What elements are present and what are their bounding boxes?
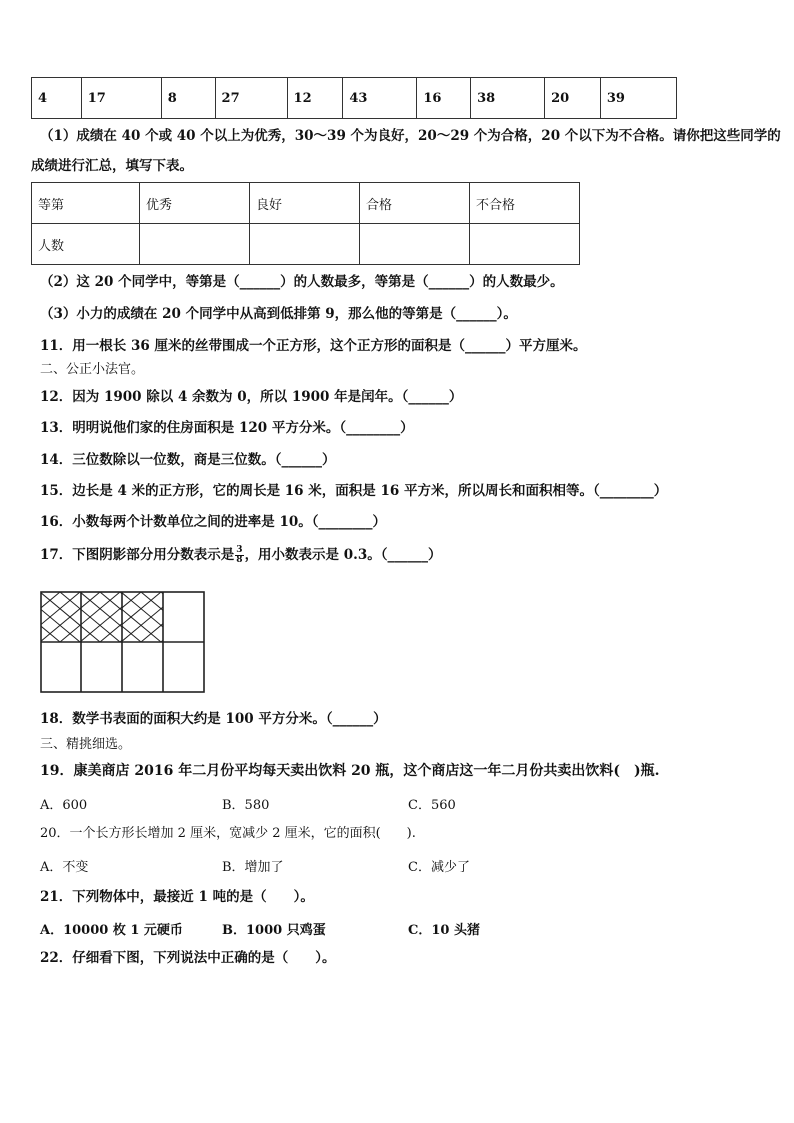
table-cell: 17 bbox=[81, 78, 161, 119]
q22-stem: 22．仔细看下图，下列说法中正确的是（ ）。 bbox=[40, 950, 336, 966]
table-row bbox=[32, 224, 580, 265]
q20-option-b[interactable]: B．增加了 bbox=[222, 860, 284, 875]
table-cell: 43 bbox=[343, 78, 417, 119]
q14: 14．三位数除以一位数，商是三位数。（______） bbox=[40, 452, 336, 468]
q19-option-a[interactable]: A．600 bbox=[40, 798, 88, 813]
q11: 11．用一根长 36 厘米的丝带围成一个正方形，这个正方形的面积是（______）平方厘米。 bbox=[40, 338, 587, 354]
q17-after: ，用小数表示是 0.3。（______） bbox=[244, 547, 442, 563]
q12: 12．因为 1900 除以 4 余数为 0，所以 1900 年是闰年。（______） bbox=[40, 389, 463, 405]
q21-option-b[interactable]: B．1000 只鸡蛋 bbox=[222, 923, 326, 938]
q1-line1: （1）成绩在 40 个或 40 个以上为优秀，30～39 个为良好，20～29 个为合格，20 个以下为不合格。请你把这些同学的 bbox=[40, 128, 781, 144]
fraction bbox=[235, 546, 243, 565]
q2: （2）这 20 个同学中，等第是（______）的人数最多，等第是（______）的人数最少。 bbox=[40, 274, 564, 290]
q21-option-c[interactable]: C．10 头猪 bbox=[408, 923, 480, 938]
table-cell: 16 bbox=[417, 78, 471, 119]
q20-option-a[interactable]: A．不变 bbox=[40, 860, 89, 875]
hatched-cell bbox=[40, 592, 180, 642]
fraction-denominator: 8 bbox=[236, 555, 243, 565]
q15: 15．边长是 4 米的正方形，它的周长是 16 米，面积是 16 平方米，所以周长和面积相等。（________） bbox=[40, 483, 668, 499]
header-cell: 等第 bbox=[32, 183, 140, 224]
table-cell: 12 bbox=[287, 78, 343, 119]
q17 bbox=[40, 546, 442, 565]
table-cell: 8 bbox=[161, 78, 215, 119]
grid-lines bbox=[41, 592, 204, 692]
table-row bbox=[32, 183, 580, 224]
q19-option-c[interactable]: C．560 bbox=[408, 798, 456, 813]
blank-cell-excellent[interactable] bbox=[140, 224, 250, 265]
table-cell: 20 bbox=[545, 78, 601, 119]
q19-stem: 19．康美商店 2016 年二月份平均每天卖出饮料 20 瓶，这个商店这一年二月份共卖出饮料( )瓶. bbox=[40, 763, 660, 779]
table-cell: 38 bbox=[471, 78, 545, 119]
q18: 18．数学书表面的面积大约是 100 平方分米。（______） bbox=[40, 711, 387, 727]
section-2-heading: 二、公正小法官。 bbox=[40, 362, 145, 377]
blank-cell-fail[interactable] bbox=[469, 224, 579, 265]
q1-line2: 成绩进行汇总，填写下表。 bbox=[31, 158, 193, 174]
row-label: 人数 bbox=[32, 224, 140, 265]
shaded-grid-figure bbox=[40, 590, 206, 694]
q19-option-b[interactable]: B．580 bbox=[222, 798, 270, 813]
q20-option-c[interactable]: C．减少了 bbox=[408, 860, 470, 875]
q21-stem: 21．下列物体中，最接近 1 吨的是（ ）。 bbox=[40, 889, 314, 905]
q13: 13．明明说他们家的住房面积是 120 平方分米。（________） bbox=[40, 420, 414, 436]
header-cell: 优秀 bbox=[140, 183, 250, 224]
q20-stem: 20．一个长方形长增加 2 厘米，宽减少 2 厘米，它的面积( ). bbox=[40, 826, 416, 841]
q17-before: 17．下图阴影部分用分数表示是 bbox=[40, 547, 235, 563]
table-row bbox=[32, 78, 677, 119]
fraction-numerator: 3 bbox=[236, 545, 243, 555]
q16: 16．小数每两个计数单位之间的进率是 10。（________） bbox=[40, 514, 387, 530]
hatched-cell bbox=[81, 592, 206, 642]
scores-table bbox=[31, 77, 677, 119]
section-3-heading: 三、精挑细选。 bbox=[40, 737, 132, 752]
table-cell: 4 bbox=[32, 78, 82, 119]
header-cell: 不合格 bbox=[469, 183, 579, 224]
q21-option-a[interactable]: A．10000 枚 1 元硬币 bbox=[40, 923, 183, 938]
blank-cell-pass[interactable] bbox=[359, 224, 469, 265]
header-cell: 合格 bbox=[359, 183, 469, 224]
q3: （3）小力的成绩在 20 个同学中从高到低排第 9，那么他的等第是（______）。 bbox=[40, 306, 517, 322]
table-cell: 39 bbox=[600, 78, 676, 119]
table-cell: 27 bbox=[215, 78, 287, 119]
blank-cell-good[interactable] bbox=[250, 224, 360, 265]
header-cell: 良好 bbox=[250, 183, 360, 224]
summary-table bbox=[31, 182, 580, 265]
